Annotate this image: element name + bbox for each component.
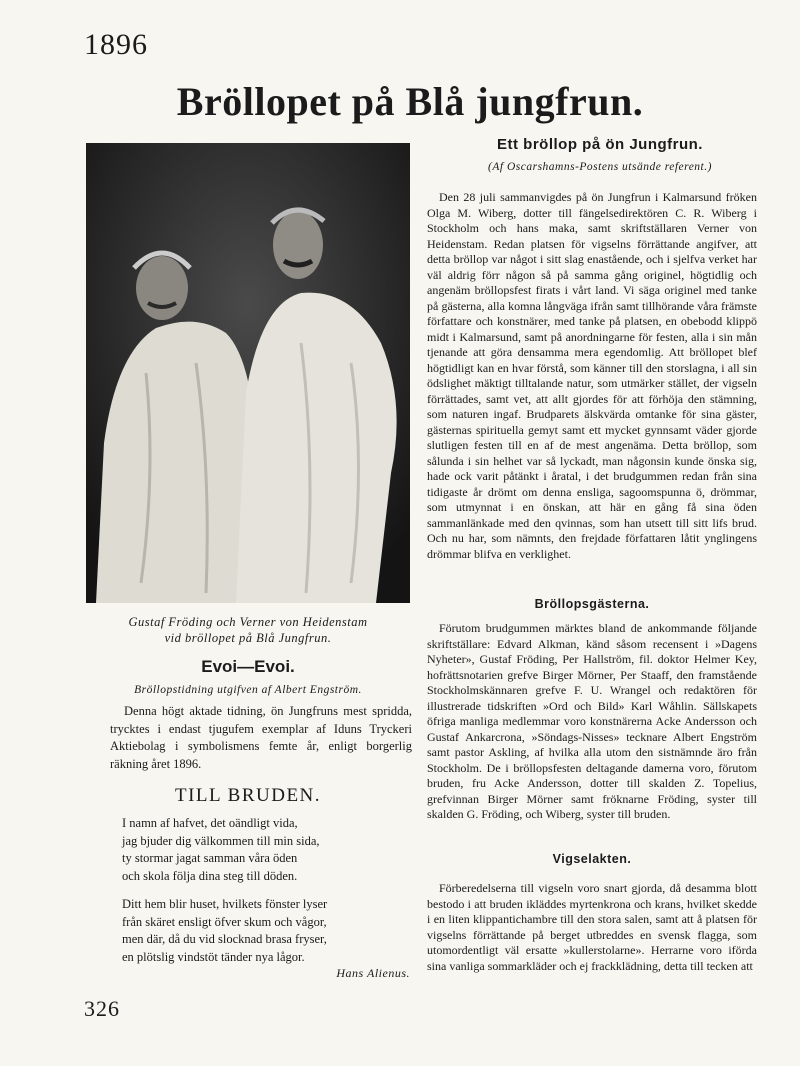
poem-line: ty stormar jagat samman våra öden xyxy=(122,851,298,865)
caption-line: vid bröllopet på Blå Jungfrun. xyxy=(164,631,332,645)
guests-section xyxy=(427,621,757,823)
poem-line: en plötslig vindstöt tänder nya lågor. xyxy=(122,949,305,964)
ceremony-section xyxy=(427,881,757,974)
evoi-subtitle: Bröllopstidning utgifven af Albert Engström. xyxy=(134,684,362,696)
ceremony-heading: Vigselakten. xyxy=(552,852,632,866)
photo-caption xyxy=(86,614,410,646)
article-heading: Ett bröllop på ön Jungfrun. xyxy=(497,136,703,153)
page-title: Bröllopet på Blå jungfrun. xyxy=(176,79,644,124)
poem-author: Hans Alienus. xyxy=(336,966,410,980)
poem-line: jag bjuder dig välkommen till min sida, xyxy=(122,833,320,848)
poem-line: men där, då du vid slocknad brasa fryser, xyxy=(122,932,327,946)
ceremony-paragraph: Förberedelserna till vigseln voro snart gjorda, då desamma blott bestodo i att bruden ikläddes myrtenkrona och krans, hvilket skedde i en liten klippantichambre till den stora salen, samt att å platsen för vigselns förrättande på berget utbreddes en svensk flagga, som utomordentligt väl ersatte »kullerstolarne». Herrarne voro iförda sina vanliga sommarkläder och ej frackklädning, detta till tecken att xyxy=(427,881,757,973)
wedding-photograph xyxy=(86,143,410,603)
page-number: 326 xyxy=(84,996,120,1021)
poem-stanza xyxy=(122,815,412,885)
guests-heading: Bröllopsgästerna. xyxy=(534,597,650,611)
evoi-heading: Evoi—Evoi. xyxy=(201,657,295,676)
article-byline: (Af Oscarshamns-Postens utsände referent.) xyxy=(488,161,712,173)
year-heading: 1896 xyxy=(84,28,148,61)
poem-line: från skäret ensligt öfver skum och vågor, xyxy=(122,914,327,929)
article-body xyxy=(427,190,757,562)
guests-paragraph: Förutom brudgummen märktes bland de ankommande följande skriftställare: Edvard Alkman, känd såsom recensent i »Dagens Nyheter», Gustaf Fröding, Per Hallström, fil. doktor Helmer Key, hofrättsnotarien grefve Birger Mörner, Per Staaff, den framstående Stockholmskännaren grefve F. U. Wrangel och redaktören för illustrerade tidskriften »Ord och Bild» Karl Wåhlin. Sällskapets öfriga manliga medlemmar voro konstnärerna Acke Andersson och Gustaf Ankarcrona, »Söndags-Nisses» tecknare Albert Engström samt pastor Askling, af hvilka alla utom den sistnämnde äro från Stockholm. De i bröllopsfesten deltagande damerna voro, förutom bruden, fru Acke Andersson, dotter till skalden Z. Topelius, grefvinnan Birger Mörner samt fröknarne Fröding, syster till skalden G. Fröding, och Wiberg, syster till bruden. xyxy=(427,621,757,821)
poem-stanza xyxy=(122,896,412,966)
article-paragraph: Den 28 juli sammanvigdes på ön Jungfrun i Kalmarsund fröken Olga M. Wiberg, dotter till fängelsedirektören C. R. Wiberg i Stockholm och hans maka, samt skriftställaren Verner von Heidenstam. Redan platsen för vigselns förrättande angifver, att detta bröllop var något i sitt slag enastående, och i sjelfva verket har väl aldrig förr någon så på samma gång originel, högtidlig och angenäm bröllopsfest firats i vårt land. Vi säga originel med tanke på gästerna, alla komna långväga ifrån samt tillhörande våra främste författare och konstnärer, med tanke på platsen, en obebodd klippö midt i Kalmarsund, samt på anordningarne för festen, alla i sin mån tjenande att göra densamma mera egendomlig. Att bröllopet blef högtidligt kan en hvar förstå, som känner till den storslagna, i all sin ödslighet mäktigt tilltalande natur, som utmärker stället, der vigseln förrättades, samt vet, att allt gjordes för att förhöja den stämning, som naturen ingaf. Brudparets älskvärda omtanke för sina gäster, gästernas spirituella gemyt samt ett mycket gynnsamt väder gjorde slutligen festen till en af de mest angenäma. Detta bröllop, som sålunda i sin helhet var så lyckadt, man någonsin kunde önska sig, hade ock varit påtänkt i åratal, i det brudgummen redan från sina tidigaste år drömt om denna ensliga, sagoomspunna ö, drömmar, som utmynnat i en önskan, att här en gång få sina öden sammanlänkade med den qvinnas, som han utsett till sitt lifs brud. Och nu har, som nämnts, den frejdade författaren låtit ynglingens drömmar blifva en verklighet. xyxy=(427,190,757,561)
caption-line: Gustaf Fröding och Verner von Heidenstam xyxy=(128,615,368,629)
poem-line: och skola följa dina steg till döden. xyxy=(122,868,298,883)
poem-line: I namn af hafvet, det oändligt vida, xyxy=(122,816,298,830)
poem-title: TILL BRUDEN. xyxy=(174,785,322,806)
evoi-paragraph: Denna högt aktade tidning, ön Jungfruns mest spridda, trycktes i endast tjugufem exemplar af Iduns Tryckeri Aktiebolag i symbolismens femte år, enligt borgerlig räkning året 1896. xyxy=(110,704,412,771)
poem-line: Ditt hem blir huset, hvilkets fönster lyser xyxy=(122,897,328,911)
